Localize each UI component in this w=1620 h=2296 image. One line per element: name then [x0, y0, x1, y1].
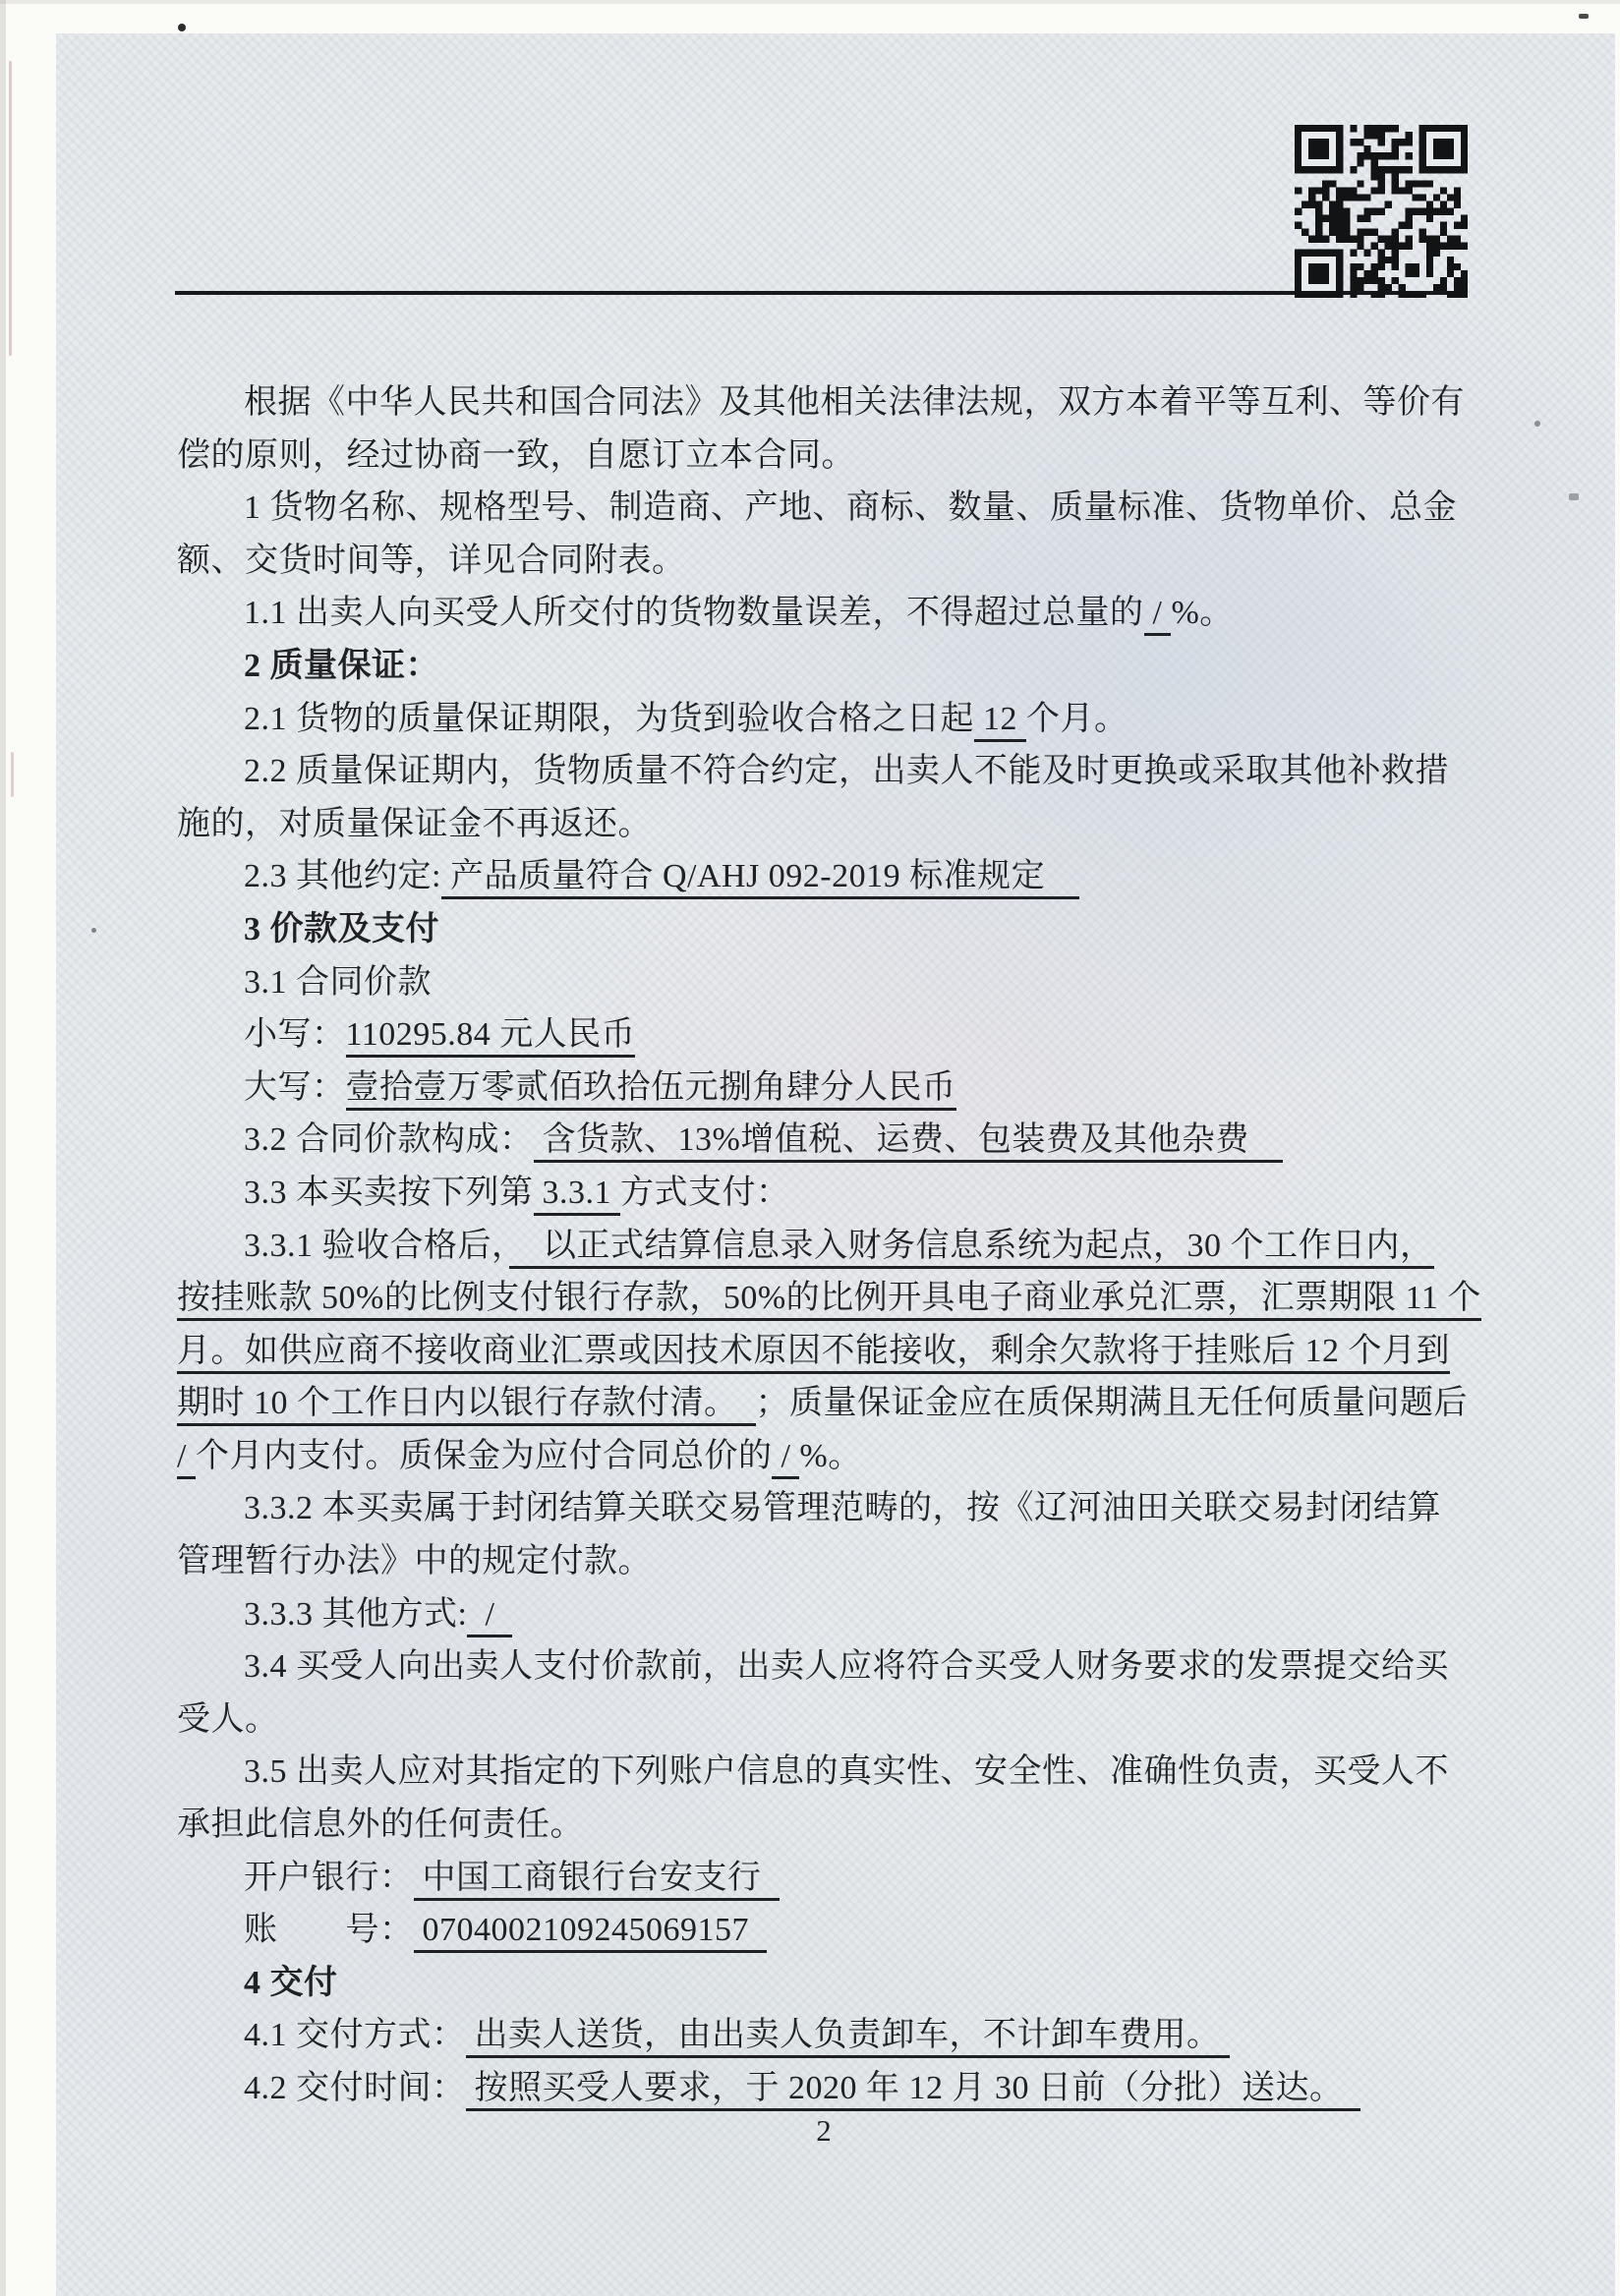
text-segment: 额、交货时间等，详见合同附表。	[177, 542, 686, 579]
filled-blank: 110295.84 元人民币	[346, 1016, 636, 1058]
scan-artifact	[1569, 493, 1579, 500]
page-number: 2	[816, 2113, 832, 2148]
contract-line	[177, 1272, 1481, 1325]
filled-blank: /	[772, 1438, 799, 1479]
text-segment: 1 货物名称、规格型号、制造商、产地、商标、数量、质量标准、货物单价、总金	[244, 489, 1457, 527]
text-segment: 根据《中华人民共和国合同法》及其他相关法律法规，双方本着平等互利、等价有	[244, 384, 1465, 421]
contract-line	[177, 1693, 1475, 1747]
text-segment: 2 质量保证：	[244, 647, 439, 684]
filled-blank: 按挂账款 50%的比例支付银行存款，50%的比例开具电子商业承兑汇票，汇票期限 11 个	[177, 1280, 1481, 1321]
contract-line	[177, 640, 1475, 693]
contract-line	[177, 482, 1475, 535]
filled-blank: 壹拾壹万零贰佰玖拾伍元捌角肆分人民币	[346, 1069, 956, 1111]
filled-blank: 12	[974, 701, 1026, 742]
filled-blank: 按照买受人要求，于 2020 年 12 月 30 日前（分批）送达。	[466, 2070, 1361, 2111]
filled-blank: /	[177, 1438, 196, 1479]
text-segment: 3.5 出卖人应对其指定的下列账户信息的真实性、安全性、准确性负责，买受人不	[244, 1753, 1449, 1791]
text-segment: 3.3.2 本买卖属于封闭结算关联交易管理范畴的，按《辽河油田关联交易封闭结算	[244, 1490, 1441, 1527]
text-segment: ；质量保证金应在质保期满且无任何质量问题后	[755, 1385, 1468, 1422]
filled-blank: 中国工商银行台安支行	[414, 1860, 780, 1901]
text-segment: %。	[1171, 595, 1234, 632]
contract-line	[177, 1640, 1475, 1693]
text-segment: 3.3.3 其他方式:	[244, 1595, 468, 1633]
text-segment: 施的，对质量保证金不再返还。	[177, 805, 652, 842]
text-segment: 方式支付：	[620, 1174, 790, 1211]
scan-artifact	[9, 61, 12, 356]
text-segment: 3.3 本买卖按下列第	[244, 1174, 534, 1211]
contract-line	[177, 1377, 1475, 1430]
contract-line	[177, 693, 1475, 746]
contract-line	[177, 1746, 1475, 1799]
text-segment: 4.1 交付方式：	[244, 2017, 466, 2054]
text-segment: 个月。	[1026, 700, 1128, 737]
text-segment: 偿的原则，经过协商一致，自愿订立本合同。	[177, 436, 855, 474]
text-segment: 3.4 买受人向出卖人支付价款前，出卖人应将符合买受人财务要求的发票提交给买	[244, 1648, 1449, 1686]
filled-blank: /	[1144, 595, 1172, 636]
text-segment: 承担此信息外的任何责任。	[177, 1807, 584, 1844]
filled-blank: 出卖人送货，由出卖人负责卸车，不计卸车费用。	[466, 2017, 1230, 2058]
contract-line	[177, 1957, 1475, 2010]
contract-line	[177, 1535, 1475, 1588]
contract-body	[177, 376, 1481, 2115]
contract-line	[177, 1799, 1475, 1852]
contract-line	[177, 1904, 1475, 1957]
filled-blank: 月。如供应商不接收商业汇票或因技术原因不能接收，剩余欠款将于挂账后 12 个月到	[177, 1333, 1450, 1374]
contract-line	[177, 798, 1475, 851]
contract-line	[177, 903, 1475, 956]
header-rule	[175, 291, 1465, 295]
text-segment: 2.3 其他约定:	[244, 858, 441, 895]
text-segment: 2.1 货物的质量保证期限，为货到验收合格之日起	[244, 700, 974, 737]
contract-line	[177, 376, 1475, 430]
filled-blank: 0704002109245069157	[414, 1912, 768, 1953]
scan-artifact	[1534, 421, 1540, 427]
text-segment: 3 价款及支付	[244, 910, 439, 947]
text-segment: 管理暂行办法》中的规定付款。	[177, 1543, 652, 1580]
filled-blank: 期时 10 个工作日内以银行存款付清。	[177, 1385, 756, 1426]
contract-line	[177, 587, 1475, 640]
filled-blank: 以正式结算信息录入财务信息系统为起点，30 个工作日内，	[509, 1228, 1434, 1269]
text-segment: %。	[799, 1437, 862, 1474]
text-segment: 3.2 合同价款构成：	[244, 1121, 534, 1159]
contract-line	[177, 2009, 1475, 2062]
contract-line	[177, 430, 1475, 483]
contract-line	[177, 745, 1475, 798]
scan-artifact	[178, 24, 186, 31]
contract-line	[177, 1482, 1475, 1535]
contract-line	[177, 1852, 1475, 1905]
contract-line	[177, 1008, 1475, 1062]
text-segment: 大写：	[244, 1068, 346, 1106]
text-segment: 3.1 合同价款	[244, 963, 432, 1001]
text-segment: 3.3.1 验收合格后，	[244, 1227, 509, 1264]
text-segment: 账 号：	[244, 1912, 414, 1949]
contract-line	[177, 2062, 1475, 2115]
text-segment: 4.2 交付时间：	[244, 2070, 466, 2106]
contract-line	[177, 1430, 1475, 1483]
contract-line	[177, 1325, 1475, 1378]
filled-blank: /	[467, 1596, 512, 1637]
scanner-edge-shadow	[0, 0, 6, 2296]
contract-line	[177, 535, 1475, 588]
text-segment: 受人。	[177, 1700, 279, 1738]
filled-blank: 产品质量符合 Q/AHJ 092-2019 标准规定	[441, 858, 1079, 899]
contract-line	[177, 1062, 1475, 1115]
contract-line	[177, 1588, 1475, 1641]
scan-artifact	[11, 752, 14, 797]
contract-line	[177, 850, 1475, 903]
qr-code	[1295, 125, 1468, 298]
text-segment: 1.1 出卖人向买受人所交付的货物数量误差，不得超过总量的	[244, 595, 1144, 632]
scan-artifact	[91, 928, 96, 933]
contract-line	[177, 1114, 1475, 1167]
contract-line	[177, 1167, 1475, 1220]
text-segment: 小写：	[244, 1016, 346, 1054]
text-segment: 2.2 质量保证期内，货物质量不符合约定，出卖人不能及时更换或采取其他补救措	[244, 753, 1449, 790]
contract-line	[177, 1220, 1475, 1273]
filled-blank: 3.3.1	[534, 1175, 621, 1216]
text-segment: 开户银行：	[244, 1859, 414, 1896]
contract-line	[177, 956, 1475, 1009]
text-segment: 个月内支付。质保金为应付合同总价的	[195, 1437, 773, 1474]
text-segment: 4 交付	[244, 1964, 338, 2001]
filled-blank: 含货款、13%增值税、运费、包装费及其他杂费	[534, 1121, 1284, 1163]
scanner-edge-shadow-top	[0, 0, 1620, 4]
scan-artifact	[1579, 14, 1589, 19]
